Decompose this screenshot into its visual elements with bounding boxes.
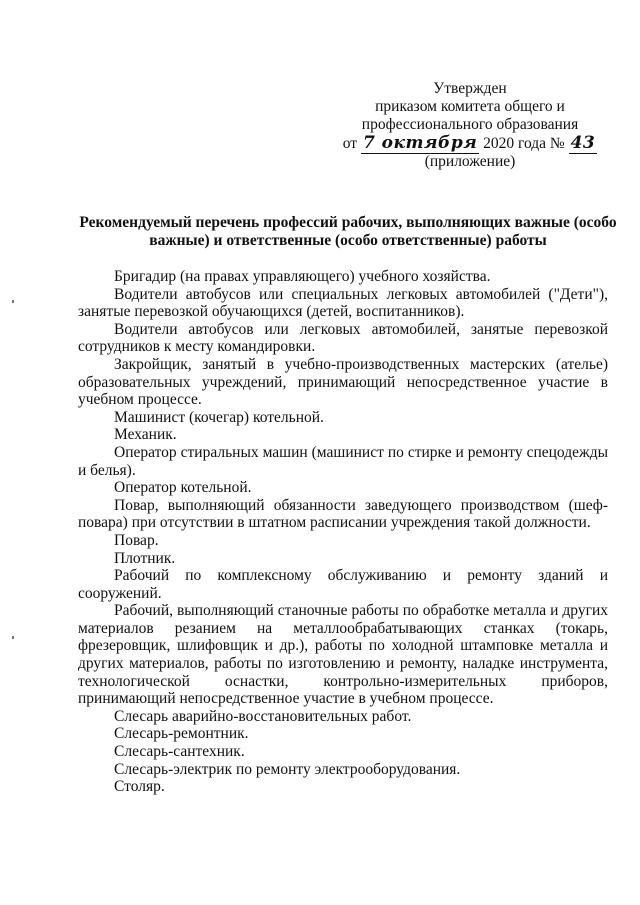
scan-artifact — [12, 636, 14, 639]
list-item: Слесарь-ремонтник. — [114, 725, 249, 743]
list-item: Рабочий по комплексному обслуживанию и ремонту зданий и сооружений. — [78, 567, 608, 602]
list-item: Водители автобусов или специальных легковых автомобилей ("Дети"), занятые перевозкой обучающихся (детей, воспитанников). — [78, 285, 608, 321]
profession-list — [78, 268, 608, 796]
approval-line-3: профессионального образования — [361, 116, 579, 133]
list-item: Водители автобусов или легковых автомобилей, занятые перевозкой сотрудников к месту командировки. — [78, 320, 608, 356]
list-item: Слесарь аварийно-восстановительных работ. — [114, 707, 412, 725]
attachment-label: (приложение) — [424, 153, 516, 170]
list-item: Машинист (кочегар) котельной. — [114, 408, 324, 426]
list-item: Бригадир (на правах управляющего) учебного хозяйства. — [114, 268, 491, 285]
list-item: Повар. — [114, 531, 159, 549]
list-item: Оператор котельной. — [114, 479, 252, 497]
approval-line-2: приказом комитета общего и — [375, 98, 565, 115]
approval-stamp-block — [330, 80, 610, 171]
handwritten-date: 7 октября — [362, 133, 478, 153]
list-item: Механик. — [114, 426, 177, 444]
list-item: Столяр. — [114, 778, 165, 796]
approval-date-line — [330, 134, 610, 153]
handwritten-order-number: 43 — [570, 133, 596, 153]
list-item: Оператор стиральных машин (машинист по стирке и ремонту спецодежды и белья). — [78, 443, 608, 479]
list-item: Рабочий, выполняющий станочные работы по обработке металла и других материалов резанием на металлообрабатывающих станках (токарь, фрезеровщик, шлифовщик и др.), работы по холодной штамповке металла и других материалов, работы по изготовлению и ремонту, наладке инструмента, технологической оснастки, контрольно-измерительных приборов, принимающий непосредственное участие в учебном процессе. — [78, 602, 608, 708]
list-item: Закройщик, занятый в учебно-производственных мастерских (ателье) образовательных учреждений, принимающий непосредственное участие в учебном процессе. — [78, 355, 608, 409]
year-label: 2020 года № — [483, 135, 565, 152]
from-label: от — [342, 135, 358, 152]
document-title: Рекомендуемый перечень профессий рабочих, выполняющих важные (особо важные) и ответственные (особо ответственные) работы — [79, 214, 617, 249]
approval-line-1: Утвержден — [433, 80, 507, 97]
list-item: Плотник. — [114, 549, 176, 567]
list-item: Повар, выполняющий обязанности заведующего производством (шеф-повара) при отсутствии в штатном расписании учреждения такой должности. — [78, 496, 608, 532]
list-item: Слесарь-электрик по ремонту электрооборудования. — [114, 760, 461, 778]
list-item: Слесарь-сантехник. — [114, 743, 245, 761]
scan-artifact — [12, 300, 14, 303]
